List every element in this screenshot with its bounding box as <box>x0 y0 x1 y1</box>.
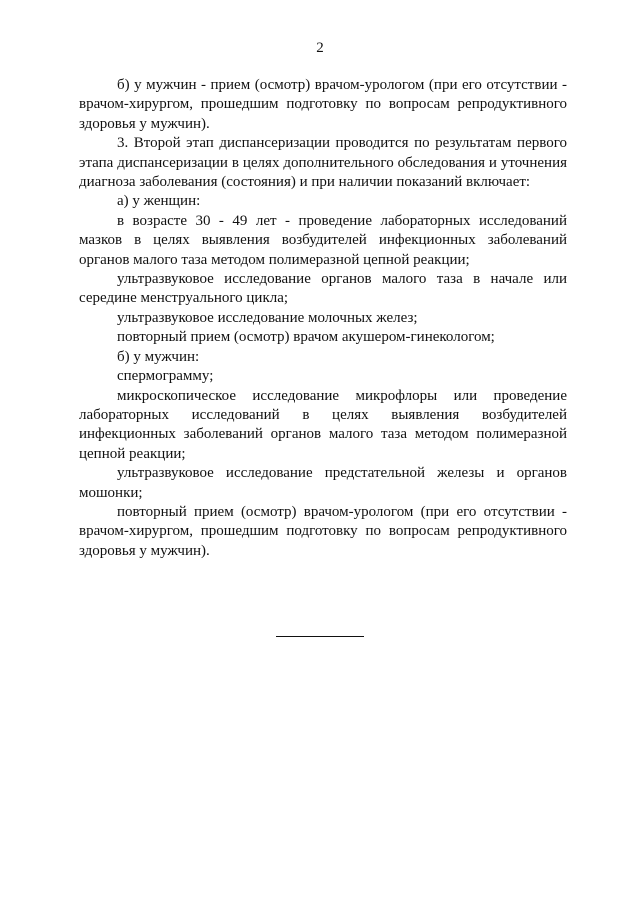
paragraph-men-microscopy: микроскопическое исследование микрофлоры или проведение лабораторных исследований в целях выявления возбудителей инфекционных заболеваний органов малого таза методом полимеразной цепной реакции; <box>79 387 567 462</box>
page-number: 2 <box>316 40 324 56</box>
document-body <box>79 76 567 561</box>
paragraph-women-repeat-visit: повторный прием (осмотр) врачом акушером-гинекологом; <box>117 329 495 346</box>
paragraph-men-prostate-ultrasound: ультразвуковое исследование предстательной железы и органов мошонки; <box>79 465 567 501</box>
paragraph-men-repeat-visit: повторный прием (осмотр) врачом-урологом (при его отсутствии - врачом-хирургом, прошедшим подготовку по вопросам репродуктивного здоровья у мужчин). <box>79 503 567 559</box>
paragraph-women-pcr: в возрасте 30 - 49 лет - проведение лабораторных исследований мазков в целях выявления возбудителей инфекционных заболеваний органов малого таза методом полимеразной цепной реакции; <box>79 212 567 268</box>
paragraph-women-heading: а) у женщин: <box>117 193 201 210</box>
paragraph-women-breast-ultrasound: ультразвуковое исследование молочных желез; <box>117 309 418 326</box>
paragraph-men-spermogram: спермограмму; <box>117 368 214 385</box>
paragraph-men-urologist: б) у мужчин - прием (осмотр) врачом-урологом (при его отсутствии - врачом-хирургом, прошедшим подготовку по вопросам репродуктивного здоровья у мужчин). <box>79 77 567 132</box>
paragraph-women-pelvic-ultrasound: ультразвуковое исследование органов малого таза в начале или середине менструального цикла; <box>79 271 567 307</box>
paragraph-second-stage: 3. Второй этап диспансеризации проводится по результатам первого этапа диспансеризации в целях дополнительного обследования и уточнения диагноза заболевания (состояния) и при наличии показаний включает: <box>79 135 567 191</box>
end-separator-line <box>276 636 364 637</box>
paragraph-men-heading: б) у мужчин: <box>117 348 200 365</box>
